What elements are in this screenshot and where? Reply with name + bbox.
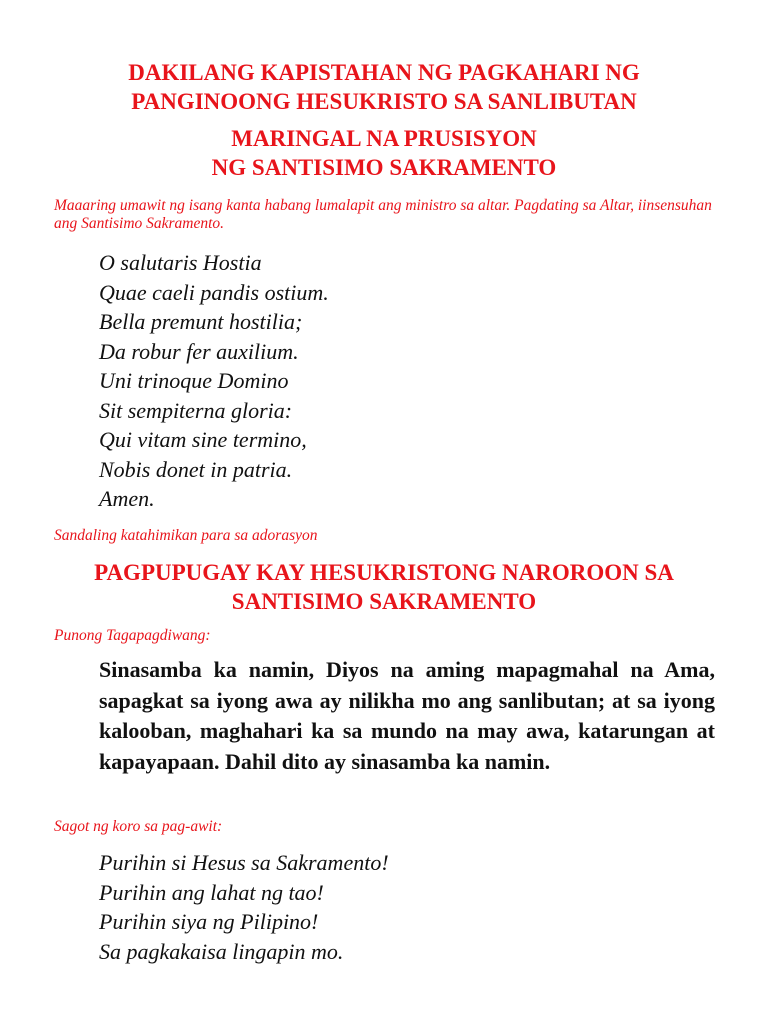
hymn-verse bbox=[99, 248, 719, 514]
section-heading-homage bbox=[0, 558, 768, 616]
hymn-line: O salutaris Hostia bbox=[99, 250, 262, 275]
celebrant-prayer: Sinasamba ka namin, Diyos na aming mapagmahal na Ama, sapagkat sa iyong awa ay nilikha mo ang sanlibutan; at sa iyong kalooban, maghahari ka sa mundo na may awa, katarungan at kapayapaan. Dahil dito ay sinasamba ka namin. bbox=[99, 657, 715, 774]
hymn-line: Quae caeli pandis ostium. bbox=[99, 279, 329, 305]
rubric-choir-response: Sagot ng koro sa pag-awit: bbox=[54, 818, 223, 835]
section1-line-2: NG SANTISIMO SAKRAMENTO bbox=[211, 155, 557, 180]
hymn-line: Qui vitam sine termino, bbox=[99, 427, 307, 452]
rubric-adoration: Sandaling katahimikan para sa adorasyon bbox=[54, 527, 318, 544]
hymn-line: Sit sempiterna gloria: bbox=[99, 397, 293, 423]
response-line: Sa pagkakaisa lingapin mo. bbox=[99, 938, 344, 964]
rubric-celebrant: Punong Tagapagdiwang: bbox=[54, 627, 211, 644]
hymn-line: Nobis donet in patria. bbox=[99, 456, 293, 482]
section2-line-1: PAGPUPUGAY KAY HESUKRISTONG NAROROON SA bbox=[94, 560, 674, 585]
hymn-line: Da robur fer auxilium. bbox=[99, 338, 299, 364]
section2-line-2: SANTISIMO SAKRAMENTO bbox=[231, 589, 537, 614]
page-title bbox=[0, 58, 768, 116]
hymn-line: Uni trinoque Domino bbox=[99, 368, 289, 393]
response-line: Purihin ang lahat ng tao! bbox=[99, 879, 324, 905]
section-heading-procession bbox=[0, 124, 768, 182]
response-line: Purihin si Hesus sa Sakramento! bbox=[99, 850, 389, 875]
title-line-2: PANGINOONG HESUKRISTO SA SANLIBUTAN bbox=[131, 89, 637, 114]
choir-response-verse bbox=[99, 848, 719, 966]
title-line-1: DAKILANG KAPISTAHAN NG PAGKAHARI NG bbox=[128, 60, 640, 85]
response-line: Purihin siya ng Pilipino! bbox=[99, 909, 319, 934]
section1-line-1: MARINGAL NA PRUSISYON bbox=[231, 126, 537, 151]
hymn-line: Bella premunt hostilia; bbox=[99, 309, 303, 334]
rubric-instruction: Maaaring umawit ng isang kanta habang lumalapit ang ministro sa altar. Pagdating sa Altar, iinsensuhan ang Santisimo Sakramento. bbox=[54, 197, 712, 232]
hymn-line: Amen. bbox=[99, 486, 155, 511]
